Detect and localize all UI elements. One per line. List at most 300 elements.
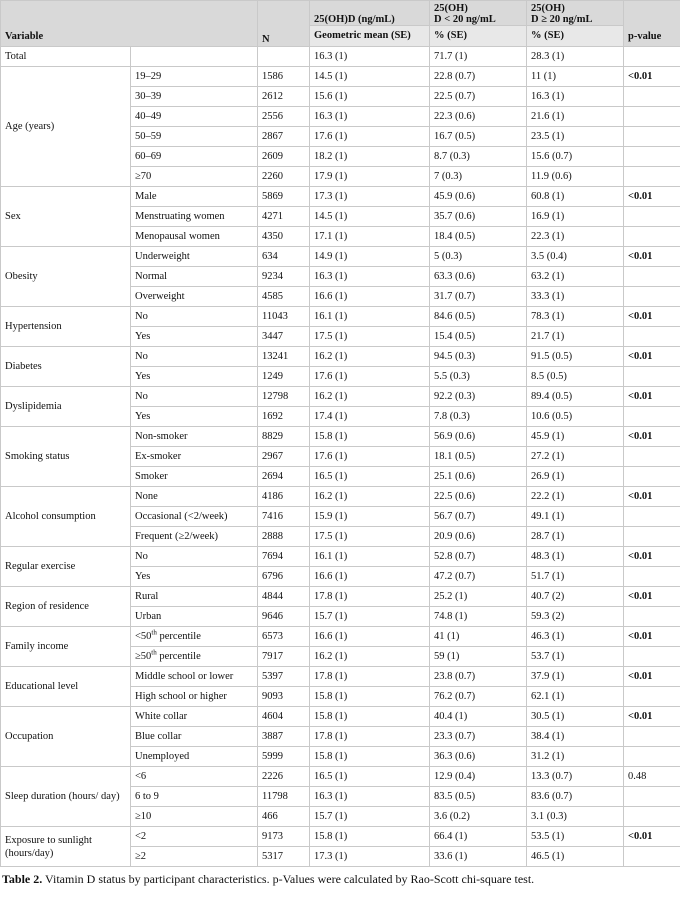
geometric-mean-cell: 16.3 (1) <box>310 47 430 67</box>
header-variable: Variable <box>1 1 258 47</box>
pct-lt20-cell: 94.5 (0.3) <box>430 347 527 367</box>
category-cell <box>131 527 258 547</box>
pct-lt20-cell: 20.9 (0.6) <box>430 527 527 547</box>
header-ge20-line1: 25(OH) <box>531 3 565 14</box>
category-cell <box>131 767 258 787</box>
variable-cell: Sex <box>1 187 131 247</box>
table-row <box>1 347 680 367</box>
pct-ge20-cell: 10.6 (0.5) <box>527 407 624 427</box>
table-row <box>1 427 680 447</box>
n-cell: 5397 <box>258 667 310 687</box>
p-value-cell <box>624 147 680 167</box>
category-cell <box>131 507 258 527</box>
pct-ge20-cell: 83.6 (0.7) <box>527 787 624 807</box>
category-label: 60–69 <box>135 150 162 162</box>
table-row <box>1 247 680 267</box>
category-label: White collar <box>135 710 188 722</box>
geometric-mean-cell: 15.6 (1) <box>310 87 430 107</box>
table-row <box>1 487 680 507</box>
pct-ge20-cell: 30.5 (1) <box>527 707 624 727</box>
pct-ge20-cell: 45.9 (1) <box>527 427 624 447</box>
p-value-cell: <0.01 <box>624 247 680 267</box>
n-cell: 2226 <box>258 767 310 787</box>
variable-cell: Hypertension <box>1 307 131 347</box>
category-label: No <box>135 550 148 562</box>
pct-lt20-cell: 33.6 (1) <box>430 847 527 867</box>
p-value-cell <box>624 87 680 107</box>
pct-lt20-cell: 22.5 (0.7) <box>430 87 527 107</box>
category-label: ≥10 <box>135 810 152 822</box>
category-label: Occasional (<2/week) <box>135 510 228 522</box>
category-cell <box>131 167 258 187</box>
category-label: Overweight <box>135 290 185 302</box>
n-cell: 4350 <box>258 227 310 247</box>
n-cell: 7416 <box>258 507 310 527</box>
p-value-cell <box>624 567 680 587</box>
pct-lt20-cell: 56.9 (0.6) <box>430 427 527 447</box>
geometric-mean-cell: 15.8 (1) <box>310 827 430 847</box>
category-cell <box>131 107 258 127</box>
table-row <box>1 827 680 847</box>
header-pct-lt20: % (SE) <box>430 26 527 47</box>
caption-text: Vitamin D status by participant characteristics. p-Values were calculated by Rao-Scott chi-square test. <box>45 872 535 886</box>
table-row <box>1 587 680 607</box>
geometric-mean-cell: 15.8 (1) <box>310 427 430 447</box>
p-value-cell: <0.01 <box>624 547 680 567</box>
category-cell <box>131 87 258 107</box>
category-cell <box>131 347 258 367</box>
category-cell <box>131 147 258 167</box>
geometric-mean-cell: 15.8 (1) <box>310 747 430 767</box>
header-25ohd: 25(OH)D (ng/mL) <box>310 1 430 26</box>
pct-lt20-cell: 22.8 (0.7) <box>430 67 527 87</box>
pct-lt20-cell: 23.8 (0.7) <box>430 667 527 687</box>
category-label: 50–59 <box>135 130 162 142</box>
geometric-mean-cell: 17.8 (1) <box>310 587 430 607</box>
category-cell <box>131 587 258 607</box>
n-cell: 11798 <box>258 787 310 807</box>
header-pvalue: p-value <box>624 1 680 47</box>
table-caption <box>2 872 678 887</box>
geometric-mean-cell: 16.3 (1) <box>310 267 430 287</box>
geometric-mean-cell: 14.5 (1) <box>310 67 430 87</box>
pct-ge20-cell: 48.3 (1) <box>527 547 624 567</box>
pct-lt20-cell: 31.7 (0.7) <box>430 287 527 307</box>
pct-ge20-cell: 40.7 (2) <box>527 587 624 607</box>
category-cell <box>131 47 258 67</box>
pct-lt20-cell: 59 (1) <box>430 647 527 667</box>
category-label: No <box>135 390 148 402</box>
variable-cell: Sleep duration (hours/ day) <box>1 767 131 827</box>
n-cell: 2609 <box>258 147 310 167</box>
category-label: Yes <box>135 410 151 422</box>
n-cell: 4604 <box>258 707 310 727</box>
p-value-cell: <0.01 <box>624 827 680 847</box>
p-value-cell: <0.01 <box>624 347 680 367</box>
category-cell <box>131 207 258 227</box>
variable-cell: Obesity <box>1 247 131 307</box>
category-label: No <box>135 350 148 362</box>
p-value-cell: <0.01 <box>624 67 680 87</box>
p-value-cell <box>624 727 680 747</box>
pct-lt20-cell: 47.2 (0.7) <box>430 567 527 587</box>
n-cell: 2867 <box>258 127 310 147</box>
category-cell <box>131 467 258 487</box>
p-value-cell: <0.01 <box>624 707 680 727</box>
n-cell: 1249 <box>258 367 310 387</box>
table-row <box>1 767 680 787</box>
variable-cell: Region of residence <box>1 587 131 627</box>
pct-ge20-cell: 21.7 (1) <box>527 327 624 347</box>
p-value-cell: <0.01 <box>624 427 680 447</box>
n-cell: 1586 <box>258 67 310 87</box>
category-label: Male <box>135 190 157 202</box>
pct-ge20-cell: 63.2 (1) <box>527 267 624 287</box>
p-value-cell: <0.01 <box>624 307 680 327</box>
header-pct-ge20: % (SE) <box>527 26 624 47</box>
category-cell <box>131 387 258 407</box>
pct-lt20-cell: 52.8 (0.7) <box>430 547 527 567</box>
geometric-mean-cell: 16.2 (1) <box>310 647 430 667</box>
n-cell: 2556 <box>258 107 310 127</box>
category-label: Unemployed <box>135 750 190 762</box>
pct-ge20-cell: 16.3 (1) <box>527 87 624 107</box>
pct-lt20-cell: 7.8 (0.3) <box>430 407 527 427</box>
category-cell <box>131 327 258 347</box>
pct-lt20-cell: 5.5 (0.3) <box>430 367 527 387</box>
pct-ge20-cell: 26.9 (1) <box>527 467 624 487</box>
category-cell <box>131 287 258 307</box>
p-value-cell <box>624 287 680 307</box>
header-ge20-line2: D ≥ 20 ng/mL <box>531 14 593 25</box>
pct-lt20-cell: 12.9 (0.4) <box>430 767 527 787</box>
variable-cell: Occupation <box>1 707 131 767</box>
pct-ge20-cell: 28.3 (1) <box>527 47 624 67</box>
category-cell <box>131 187 258 207</box>
geometric-mean-cell: 15.8 (1) <box>310 687 430 707</box>
table-row <box>1 67 680 87</box>
variable-cell: Family income <box>1 627 131 667</box>
geometric-mean-cell: 16.6 (1) <box>310 567 430 587</box>
pct-lt20-cell: 63.3 (0.6) <box>430 267 527 287</box>
p-value-cell: <0.01 <box>624 667 680 687</box>
p-value-cell: <0.01 <box>624 387 680 407</box>
table-row <box>1 547 680 567</box>
n-cell: 9173 <box>258 827 310 847</box>
category-label: Blue collar <box>135 730 182 742</box>
category-label: High school or higher <box>135 690 227 702</box>
n-cell: 4844 <box>258 587 310 607</box>
category-cell <box>131 407 258 427</box>
p-value-cell <box>624 687 680 707</box>
table-row <box>1 307 680 327</box>
geometric-mean-cell: 17.9 (1) <box>310 167 430 187</box>
p-value-cell <box>624 227 680 247</box>
category-label: Underweight <box>135 250 190 262</box>
category-cell <box>131 667 258 687</box>
pct-lt20-cell: 66.4 (1) <box>430 827 527 847</box>
geometric-mean-cell: 17.4 (1) <box>310 407 430 427</box>
geometric-mean-cell: 16.3 (1) <box>310 107 430 127</box>
n-cell: 6796 <box>258 567 310 587</box>
category-label: Frequent (≥2/week) <box>135 530 219 542</box>
n-cell: 5869 <box>258 187 310 207</box>
pct-ge20-cell: 11 (1) <box>527 67 624 87</box>
category-label: Ex-smoker <box>135 450 182 462</box>
pct-lt20-cell: 71.7 (1) <box>430 47 527 67</box>
geometric-mean-cell: 15.7 (1) <box>310 607 430 627</box>
category-cell <box>131 247 258 267</box>
table-row <box>1 627 680 647</box>
caption-label: Table 2. <box>2 872 43 886</box>
pct-ge20-cell: 38.4 (1) <box>527 727 624 747</box>
header-lt20 <box>430 1 527 26</box>
pct-ge20-cell: 53.7 (1) <box>527 647 624 667</box>
category-label: Yes <box>135 370 151 382</box>
p-value-cell <box>624 507 680 527</box>
pct-ge20-cell: 23.5 (1) <box>527 127 624 147</box>
p-value-cell <box>624 407 680 427</box>
category-label: Menopausal women <box>135 230 220 242</box>
pct-lt20-cell: 15.4 (0.5) <box>430 327 527 347</box>
pct-lt20-cell: 84.6 (0.5) <box>430 307 527 327</box>
n-cell: 7917 <box>258 647 310 667</box>
category-label: Menstruating women <box>135 210 225 222</box>
p-value-cell <box>624 267 680 287</box>
n-cell: 8829 <box>258 427 310 447</box>
pct-ge20-cell: 78.3 (1) <box>527 307 624 327</box>
geometric-mean-cell: 16.2 (1) <box>310 487 430 507</box>
category-label: Yes <box>135 570 151 582</box>
category-label: ≥2 <box>135 850 147 862</box>
n-cell: 9646 <box>258 607 310 627</box>
geometric-mean-cell: 17.6 (1) <box>310 367 430 387</box>
pct-ge20-cell: 13.3 (0.7) <box>527 767 624 787</box>
category-label: <6 <box>135 770 147 782</box>
n-cell: 466 <box>258 807 310 827</box>
geometric-mean-cell: 16.6 (1) <box>310 627 430 647</box>
category-label: Rural <box>135 590 159 602</box>
variable-cell: Total <box>1 47 131 67</box>
category-cell <box>131 687 258 707</box>
n-cell: 3447 <box>258 327 310 347</box>
pct-lt20-cell: 83.5 (0.5) <box>430 787 527 807</box>
category-cell <box>131 67 258 87</box>
n-cell: 2888 <box>258 527 310 547</box>
category-label: 30–39 <box>135 90 162 102</box>
table-body <box>1 47 680 867</box>
n-cell: 1692 <box>258 407 310 427</box>
p-value-cell <box>624 327 680 347</box>
pct-ge20-cell: 59.3 (2) <box>527 607 624 627</box>
category-label: 40–49 <box>135 110 162 122</box>
pct-ge20-cell: 22.2 (1) <box>527 487 624 507</box>
pct-ge20-cell: 91.5 (0.5) <box>527 347 624 367</box>
category-superscript: th <box>151 648 157 656</box>
table-row <box>1 47 680 67</box>
pct-lt20-cell: 18.4 (0.5) <box>430 227 527 247</box>
table-row <box>1 707 680 727</box>
pct-lt20-cell: 7 (0.3) <box>430 167 527 187</box>
pct-ge20-cell: 33.3 (1) <box>527 287 624 307</box>
category-cell <box>131 547 258 567</box>
p-value-cell <box>624 367 680 387</box>
geometric-mean-cell: 16.1 (1) <box>310 307 430 327</box>
p-value-cell <box>624 787 680 807</box>
n-cell: 5317 <box>258 847 310 867</box>
n-cell: 2612 <box>258 87 310 107</box>
pct-ge20-cell: 37.9 (1) <box>527 667 624 687</box>
pct-lt20-cell: 18.1 (0.5) <box>430 447 527 467</box>
pct-lt20-cell: 5 (0.3) <box>430 247 527 267</box>
category-cell <box>131 567 258 587</box>
pct-ge20-cell: 8.5 (0.5) <box>527 367 624 387</box>
category-label: 19–29 <box>135 70 162 82</box>
category-cell <box>131 707 258 727</box>
geometric-mean-cell: 17.6 (1) <box>310 127 430 147</box>
n-cell: 2694 <box>258 467 310 487</box>
table-row <box>1 667 680 687</box>
n-cell: 12798 <box>258 387 310 407</box>
category-superscript: th <box>151 628 157 636</box>
geometric-mean-cell: 17.6 (1) <box>310 447 430 467</box>
pct-lt20-cell: 92.2 (0.3) <box>430 387 527 407</box>
category-cell <box>131 787 258 807</box>
p-value-cell <box>624 747 680 767</box>
p-value-cell <box>624 447 680 467</box>
geometric-mean-cell: 17.5 (1) <box>310 327 430 347</box>
n-cell: 4585 <box>258 287 310 307</box>
pct-lt20-cell: 35.7 (0.6) <box>430 207 527 227</box>
variable-cell: Age (years) <box>1 67 131 187</box>
p-value-cell <box>624 207 680 227</box>
category-label: ≥70 <box>135 170 152 182</box>
geometric-mean-cell: 14.9 (1) <box>310 247 430 267</box>
category-cell <box>131 367 258 387</box>
p-value-cell <box>624 107 680 127</box>
n-cell: 9234 <box>258 267 310 287</box>
pct-ge20-cell: 28.7 (1) <box>527 527 624 547</box>
pct-ge20-cell: 60.8 (1) <box>527 187 624 207</box>
n-cell: 2967 <box>258 447 310 467</box>
n-cell: 5999 <box>258 747 310 767</box>
category-cell <box>131 807 258 827</box>
geometric-mean-cell: 16.2 (1) <box>310 387 430 407</box>
variable-cell: Diabetes <box>1 347 131 387</box>
n-cell: 634 <box>258 247 310 267</box>
variable-cell: Educational level <box>1 667 131 707</box>
category-cell <box>131 607 258 627</box>
p-value-cell <box>624 47 680 67</box>
table-row <box>1 187 680 207</box>
pct-ge20-cell: 89.4 (0.5) <box>527 387 624 407</box>
n-cell: 7694 <box>258 547 310 567</box>
pct-lt20-cell: 16.7 (0.5) <box>430 127 527 147</box>
geometric-mean-cell: 17.1 (1) <box>310 227 430 247</box>
geometric-mean-cell: 14.5 (1) <box>310 207 430 227</box>
geometric-mean-cell: 15.8 (1) <box>310 707 430 727</box>
category-label: ≥50 <box>135 650 152 662</box>
pct-ge20-cell: 11.9 (0.6) <box>527 167 624 187</box>
pct-ge20-cell: 22.3 (1) <box>527 227 624 247</box>
pct-ge20-cell: 53.5 (1) <box>527 827 624 847</box>
header-geometric-mean: Geometric mean (SE) <box>310 26 430 47</box>
category-label: Middle school or lower <box>135 670 234 682</box>
variable-cell: Exposure to sunlight (hours/day) <box>1 827 131 867</box>
pct-ge20-cell: 3.1 (0.3) <box>527 807 624 827</box>
pct-ge20-cell: 51.7 (1) <box>527 567 624 587</box>
variable-cell: Alcohol consumption <box>1 487 131 547</box>
pct-ge20-cell: 31.2 (1) <box>527 747 624 767</box>
n-cell: 2260 <box>258 167 310 187</box>
geometric-mean-cell: 17.3 (1) <box>310 847 430 867</box>
pct-ge20-cell: 62.1 (1) <box>527 687 624 707</box>
category-cell <box>131 307 258 327</box>
category-label: Yes <box>135 330 151 342</box>
p-value-cell <box>624 807 680 827</box>
p-value-cell: <0.01 <box>624 487 680 507</box>
p-value-cell <box>624 527 680 547</box>
category-cell <box>131 627 258 647</box>
category-label: None <box>135 490 158 502</box>
n-cell: 13241 <box>258 347 310 367</box>
table-row <box>1 387 680 407</box>
pct-lt20-cell: 36.3 (0.6) <box>430 747 527 767</box>
p-value-cell <box>624 847 680 867</box>
n-cell <box>258 47 310 67</box>
geometric-mean-cell: 16.1 (1) <box>310 547 430 567</box>
p-value-cell <box>624 647 680 667</box>
pct-lt20-cell: 40.4 (1) <box>430 707 527 727</box>
pct-lt20-cell: 56.7 (0.7) <box>430 507 527 527</box>
pct-lt20-cell: 25.2 (1) <box>430 587 527 607</box>
pct-ge20-cell: 46.3 (1) <box>527 627 624 647</box>
geometric-mean-cell: 17.3 (1) <box>310 187 430 207</box>
category-cell <box>131 747 258 767</box>
header-lt20-line2: D < 20 ng/mL <box>434 14 496 25</box>
n-cell: 6573 <box>258 627 310 647</box>
header-ge20 <box>527 1 624 26</box>
pct-ge20-cell: 27.2 (1) <box>527 447 624 467</box>
category-label: No <box>135 310 148 322</box>
category-cell <box>131 447 258 467</box>
category-label: 6 to 9 <box>135 790 159 802</box>
p-value-cell <box>624 607 680 627</box>
pct-ge20-cell: 15.6 (0.7) <box>527 147 624 167</box>
pct-lt20-cell: 3.6 (0.2) <box>430 807 527 827</box>
p-value-cell: <0.01 <box>624 187 680 207</box>
category-cell <box>131 827 258 847</box>
category-cell <box>131 227 258 247</box>
pct-ge20-cell: 46.5 (1) <box>527 847 624 867</box>
n-cell: 11043 <box>258 307 310 327</box>
n-cell: 4186 <box>258 487 310 507</box>
geometric-mean-cell: 16.3 (1) <box>310 787 430 807</box>
category-cell <box>131 427 258 447</box>
category-label: Urban <box>135 610 162 622</box>
p-value-cell: <0.01 <box>624 627 680 647</box>
variable-cell: Dyslipidemia <box>1 387 131 427</box>
p-value-cell <box>624 467 680 487</box>
pct-lt20-cell: 74.8 (1) <box>430 607 527 627</box>
pct-lt20-cell: 76.2 (0.7) <box>430 687 527 707</box>
category-cell <box>131 127 258 147</box>
category-label: Normal <box>135 270 168 282</box>
pct-lt20-cell: 22.3 (0.6) <box>430 107 527 127</box>
geometric-mean-cell: 16.5 (1) <box>310 767 430 787</box>
pct-ge20-cell: 49.1 (1) <box>527 507 624 527</box>
header-n: N <box>258 1 310 47</box>
